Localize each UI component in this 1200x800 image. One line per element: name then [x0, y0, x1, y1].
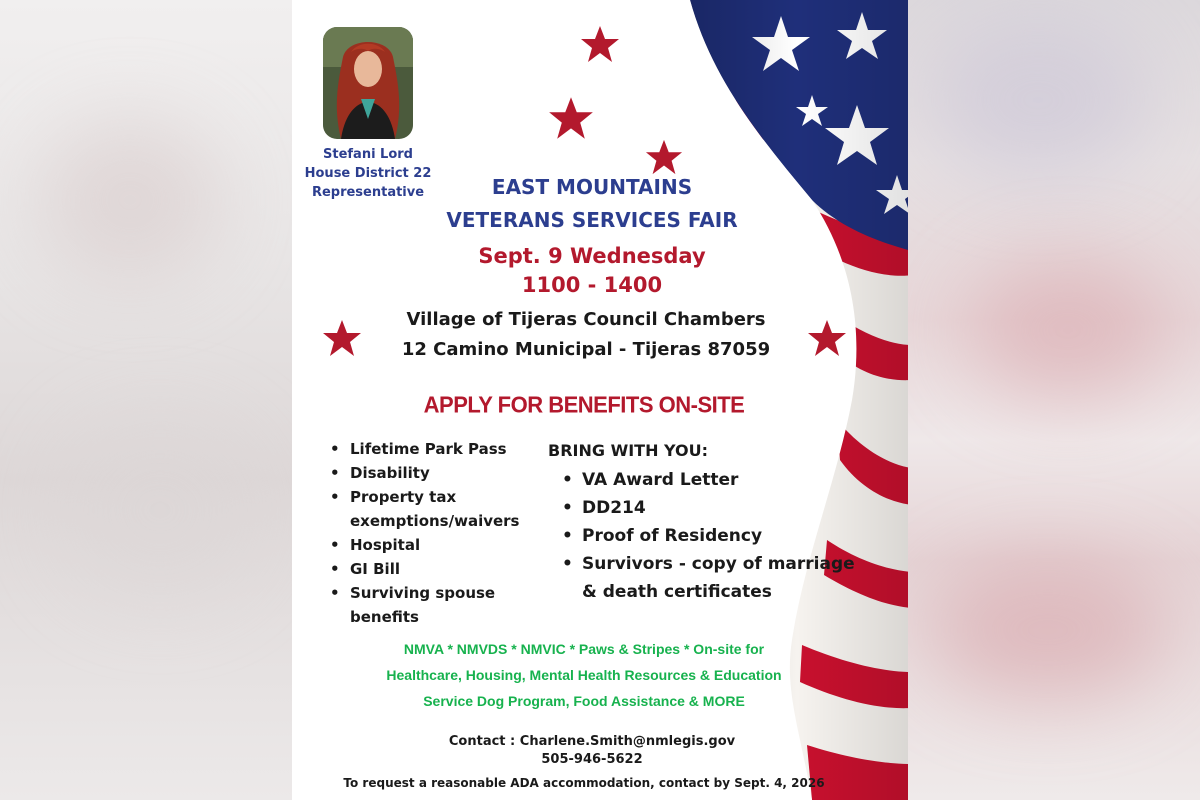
list-item: • VA Award Letter [548, 466, 868, 494]
bring-list [548, 466, 868, 606]
partners-line2: Healthcare, Housing, Mental Health Resources & Education [386, 667, 782, 683]
contact-email: Contact : Charlene.Smith@nmlegis.gov [448, 734, 736, 749]
flyer [292, 0, 908, 800]
representative-role: Representative [311, 185, 425, 200]
background-left [0, 0, 292, 800]
contact-phone: 505-946-5622 [541, 752, 643, 767]
venue-line2: 12 Camino Municipal - Tijeras 87059 [401, 339, 771, 360]
red-star-icon [547, 95, 595, 141]
list-item: • Hospital [326, 533, 536, 557]
bring-heading: BRING WITH YOU: [548, 441, 709, 460]
event-date: Sept. 9 Wednesday [478, 244, 706, 268]
background-right [908, 0, 1200, 800]
list-item: • Property tax exemptions/waivers [326, 485, 536, 533]
apply-heading: APPLY FOR BENEFITS ON-SITE [423, 391, 745, 418]
list-item: • Surviving spouse benefits [326, 581, 536, 629]
list-item: • Disability [326, 461, 536, 485]
benefits-list [326, 437, 536, 629]
red-star-icon [580, 24, 620, 64]
event-title-line2: VETERANS SERVICES FAIR [446, 208, 738, 232]
ada-note: To request a reasonable ADA accommodation, contact by Sept. 4, 2026 [343, 776, 825, 790]
partners-line1: NMVA * NMVDS * NMVIC * Paws & Stripes * On-site for [403, 641, 765, 657]
representative-photo [323, 27, 413, 139]
list-item: • Survivors - copy of marriage & death certificates [548, 550, 868, 606]
venue-line1: Village of Tijeras Council Chambers [406, 309, 766, 330]
list-item: • Proof of Residency [548, 522, 868, 550]
partners-line3: Service Dog Program, Food Assistance & MORE [423, 693, 745, 709]
list-item: • DD214 [548, 494, 868, 522]
list-item: • Lifetime Park Pass [326, 437, 536, 461]
event-title-line1: EAST MOUNTAINS [491, 175, 693, 199]
red-star-icon [644, 138, 684, 176]
representative-district: House District 22 [304, 166, 432, 181]
event-time: 1100 - 1400 [521, 273, 663, 297]
representative-name: Stefani Lord [323, 147, 413, 162]
list-item: • GI Bill [326, 557, 536, 581]
